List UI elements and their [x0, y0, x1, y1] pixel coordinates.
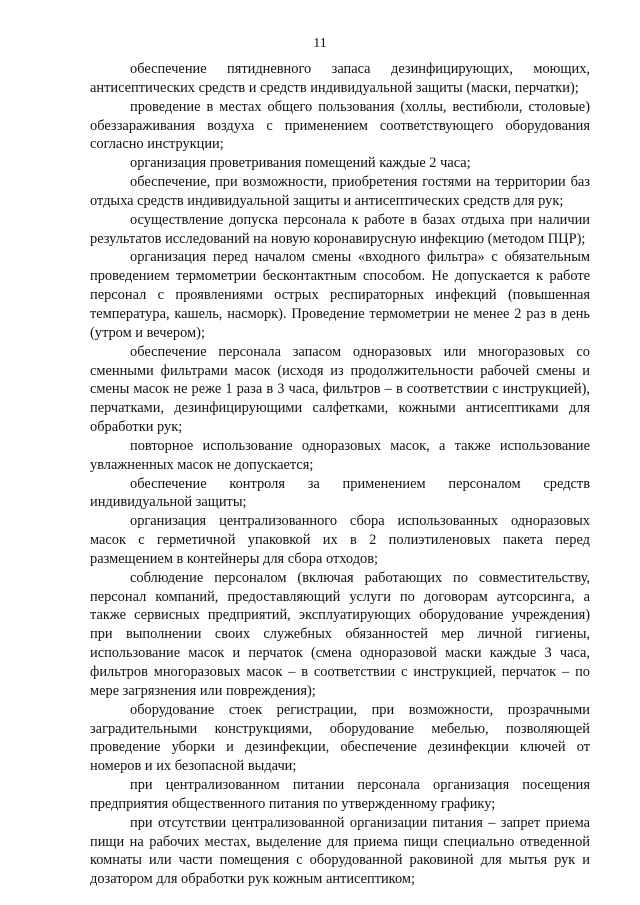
paragraph: проведение в местах общего пользования (холлы, вестибюли, столовые) обеззараживания воздуха с применением соответствующего оборудования согласно инструкции; [90, 98, 590, 153]
paragraph: организация проветривания помещений каждые 2 часа; [130, 155, 471, 172]
paragraph: при централизованном питании персонала организация посещения предприятия общественного питания по утвержденному графику; [90, 777, 590, 812]
paragraph: осуществление допуска персонала к работе в базах отдыха при наличии результатов исследований на новую коронавирусную инфекцию (методом ПЦР); [90, 211, 590, 247]
paragraph: организация перед началом смены «входного фильтра» с обязательным проведением термометрии бесконтактным способом. Не допускается к работе персонал с проявлениями острых респираторных инфекций (повышенная температура, кашель, насморк). Проведение термометрии не менее 2 раз в день (утром и вечером); [90, 249, 590, 341]
paragraph: при отсутствии централизованной организации питания – запрет приема пищи на рабочих местах, выделение для приема пищи специально отведенной комнаты или части помещения с оборудованной раковиной для мытья рук и дозатором для обработки рук кожным антисептиком; [90, 814, 590, 888]
paragraph: организация централизованного сбора использованных одноразовых масок с герметичной упаковкой их в 2 полиэтиленовых пакета перед размещением в контейнеры для сбора отходов; [90, 513, 590, 567]
paragraph: повторное использование одноразовых масок, а также использование увлажненных масок не допускается; [90, 437, 590, 473]
page-number: 11 [313, 36, 327, 51]
paragraph: обеспечение контроля за применением персоналом средств индивидуальной защиты; [90, 475, 590, 511]
paragraph: обеспечение пятидневного запаса дезинфицирующих, моющих, антисептических средств и средств индивидуальной защиты (маски, перчатки); [90, 61, 590, 96]
document-body [90, 60, 590, 889]
paragraph: соблюдение персоналом (включая работающих по совместительству, персонал компаний, предоставляющий услуги по договорам аутсорсинга, а также сервисных предприятий, эксплуатирующих оборудование учреждения) при выполнении своих служебных обязанностей мер личной гигиены, использование масок и перчаток (смена одноразовой маски каждые 3 часа, фильтров многоразовых масок – в соответствии с инструкцией, перчаток – по мере загрязнения или повреждения); [90, 569, 590, 699]
paragraph: обеспечение персонала запасом одноразовых или многоразовых со сменными фильтрами масок (исходя из продолжительности рабочей смены и смены масок не реже 1 раза в 3 часа, фильтров – в соответствии с инструкцией), перчатками, дезинфицирующими салфетками, кожными антисептиками для обработки рук; [90, 343, 590, 436]
paragraph: обеспечение, при возможности, приобретения гостями на территории баз отдыха средств индивидуальной защиты и антисептических средств для рук; [90, 174, 590, 209]
paragraph: оборудование стоек регистрации, при возможности, прозрачными заградительными конструкциями, оборудование мебелью, позволяющей проведение уборки и дезинфекции, обеспечение дезинфекции ключей от номеров и их безопасной выдачи; [90, 701, 590, 775]
